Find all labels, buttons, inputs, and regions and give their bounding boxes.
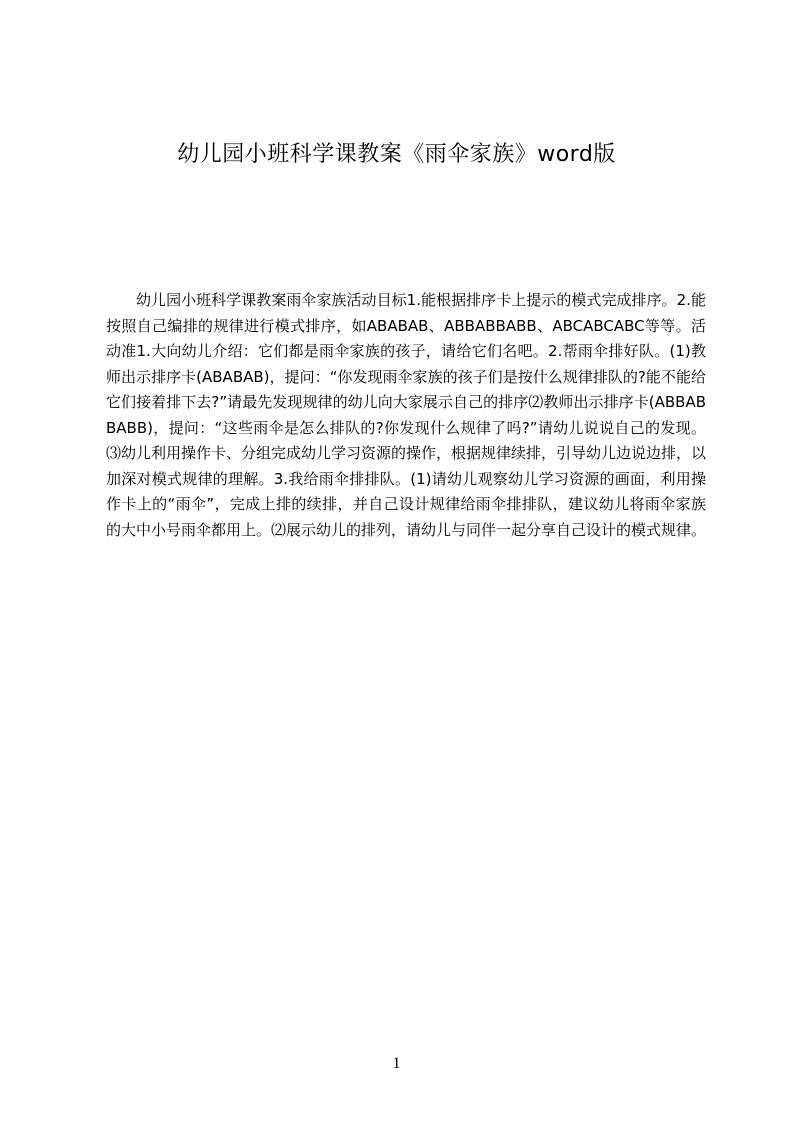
page-number: 1 (392, 1055, 401, 1072)
document-body-paragraph: 幼儿园小班科学课教案雨伞家族活动目标1.能根据排序卡上提示的模式完成排序。2.能按照自己编排的规律进行模式排序，如ABABAB、ABBABBABB、ABCABCABC等等。活动准1.大向幼儿介绍：它们都是雨伞家族的孩子，请给它们名吧。2.帮雨伞排好队。(1)教师出示排序卡(ABABAB)，提问：“你发现雨伞家族的孩子们是按什么规律排队的?能不能给它们接着排下去?”请最先发现规律的幼儿向大家展示自己的排序⑵教师出示排序卡(ABBABBABB)，提问：“这些雨伞是怎么排队的?你发现什么规律了吗?”请幼儿说说自己的发现。⑶幼儿利用操作卡、分组完成幼儿学习资源的操作，根据规律续排，引导幼儿边说边排，以加深对模式规律的理解。3.我给雨伞排排队。(1)请幼儿观察幼儿学习资源的画面，利用操作卡上的“雨伞”，完成上排的续排，并自己设计规律给雨伞排排队，建议幼儿将雨伞家族的大中小号雨伞都用上。⑵展示幼儿的排列，请幼儿与同伴一起分享自己设计的模式规律。 (106, 291, 707, 539)
document-title: 幼儿园小班科学课教案《雨伞家族》word版 (177, 142, 616, 167)
